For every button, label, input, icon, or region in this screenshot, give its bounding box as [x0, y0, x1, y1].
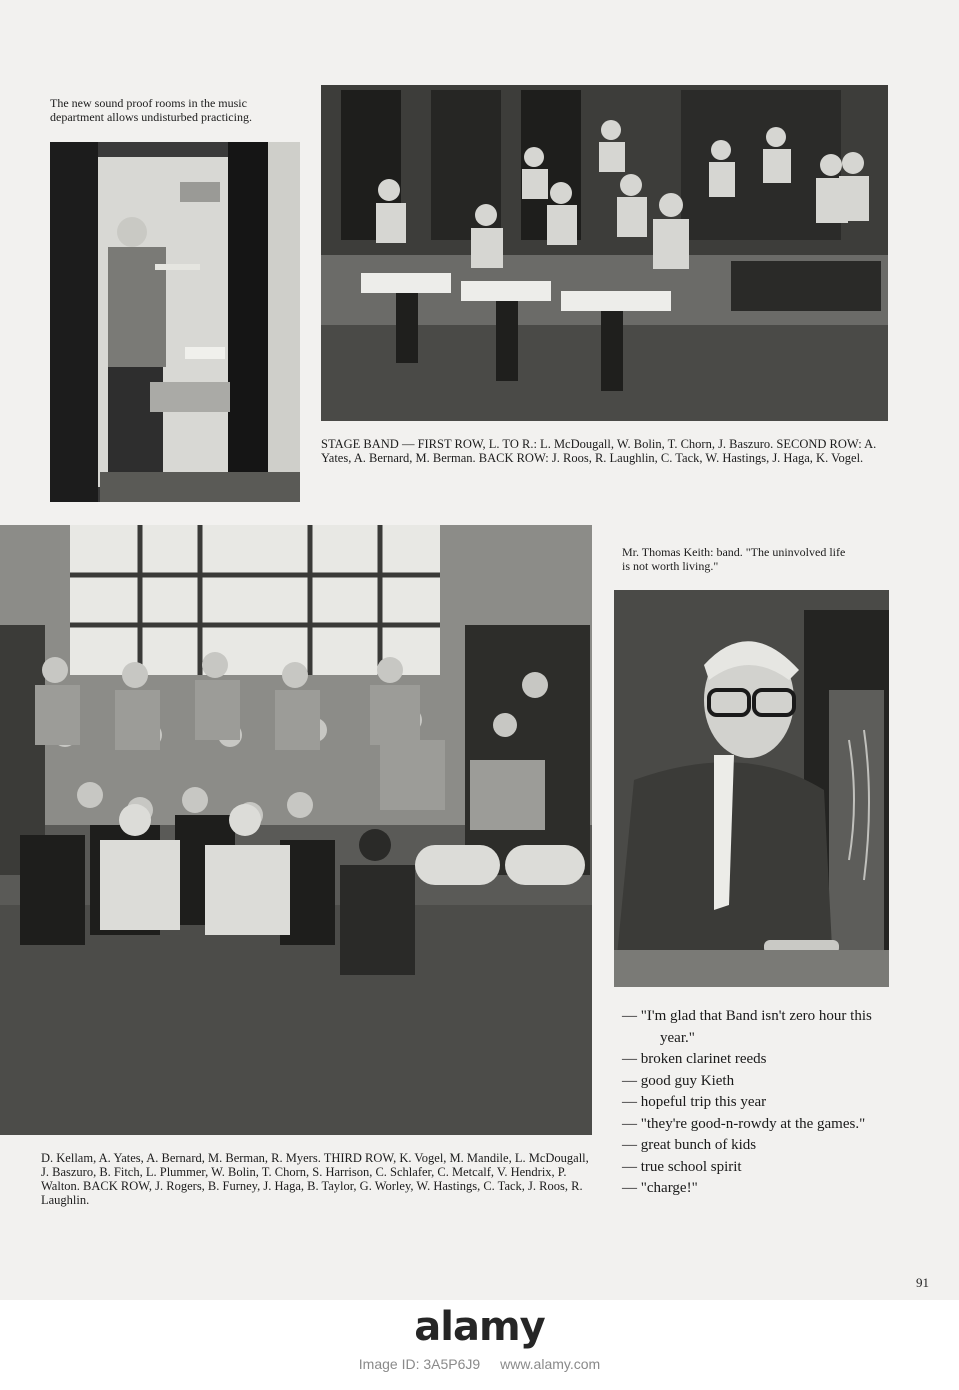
- watermark-meta: [0, 1356, 959, 1372]
- quote-item: — broken clarinet reeds: [622, 1051, 767, 1067]
- director-caption-line2: is not worth living.": [622, 559, 719, 573]
- quote-item: — "they're good-n-rowdy at the games.": [622, 1115, 866, 1132]
- quote-item: — great bunch of kids: [622, 1137, 757, 1153]
- full-band-photo: [0, 525, 592, 1135]
- quote-item: — good guy Kieth: [622, 1072, 735, 1089]
- image-id-label: Image ID: 3A5P6J9: [358, 1356, 481, 1372]
- stage-band-caption: STAGE BAND — FIRST ROW, L. TO R.: L. McDougall, W. Bolin, T. Chorn, J. Baszuro. SECOND ROW: A. Yates, A. Bernard, M. Berman. BACK ROW: J. Roos, R. Laughlin, C. Tack, W. Hastings, J. Haga, K. Vogel.: [321, 437, 877, 465]
- quote-item: — "charge!": [622, 1180, 698, 1196]
- quote-item: — hopeful trip this year: [622, 1094, 767, 1110]
- quote-item: — true school spirit: [622, 1158, 742, 1175]
- director-photo: [614, 590, 889, 987]
- practice-room-caption-line1: The new sound proof rooms in the music: [50, 96, 247, 110]
- quote-item: — "I'm glad that Band isn't zero hour this year.": [622, 1008, 872, 1046]
- page-number: 91: [916, 1275, 929, 1290]
- site-url: www.alamy.com: [500, 1356, 601, 1372]
- stage-band-photo: [321, 85, 888, 421]
- practice-room-caption-line2: department allows undisturbed practicing.: [50, 110, 252, 124]
- quote-list: [622, 1006, 882, 1200]
- stock-watermark-bar: [0, 1300, 959, 1390]
- practice-room-photo: [50, 142, 300, 502]
- alamy-logo: alamy: [414, 1304, 545, 1350]
- director-caption: [622, 545, 892, 573]
- practice-room-caption: [50, 96, 310, 124]
- director-caption-line1: Mr. Thomas Keith: band. "The uninvolved life: [622, 545, 846, 559]
- band-caption: D. Kellam, A. Yates, A. Bernard, M. Berman, R. Myers. THIRD ROW, K. Vogel, M. Mandile, L. McDougall, J. Baszuro, B. Fitch, L. Plummer, W. Bolin, T. Chorn, S. Harrison, C. Schlafer, C. Metcalf, V. Hendrix, P. Walton. BACK ROW, J. Rogers, B. Furney, J. Haga, B. Taylor, G. Worley, W. Hastings, C. Tack, J. Roos, R. Laughlin.: [41, 1151, 589, 1207]
